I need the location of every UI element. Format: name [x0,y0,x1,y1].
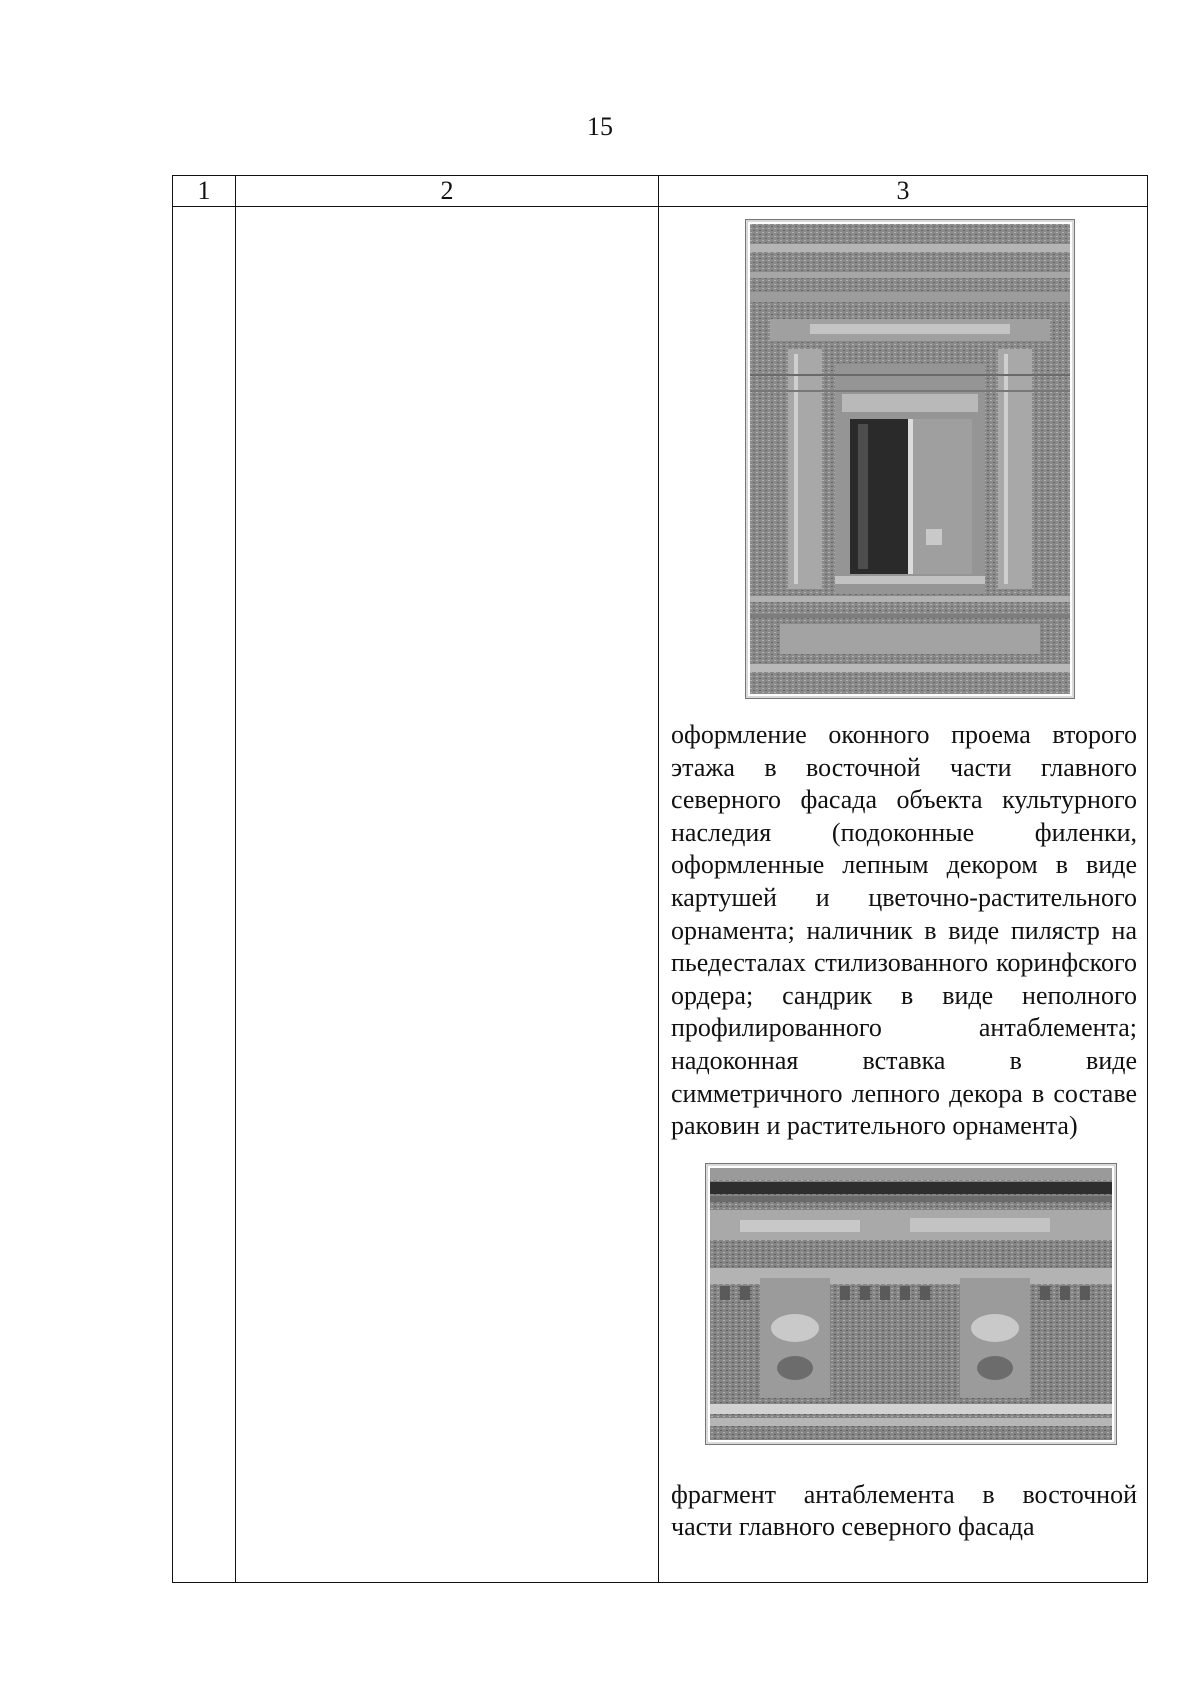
cell-col-2 [236,207,659,1583]
monument-description-table [172,175,1148,1583]
page-number: 15 [587,112,613,141]
table-header-row [173,176,1148,207]
cell-col-1 [173,207,236,1583]
header-col-1: 1 [173,176,236,207]
cell-col-3 [659,207,1148,1583]
entablature-fragment-photo [705,1163,1117,1445]
header-col-3: 3 [659,176,1148,207]
entablature-fragment-caption: фрагмент антаблемента в восточной части главного северного фасада [671,1479,1137,1542]
header-col-2: 2 [236,176,659,207]
table-row [173,207,1148,1583]
window-opening-photo [745,219,1075,699]
window-opening-caption: оформление оконного проема второго этажа в восточной части главного северного фасада объекта культурного наследия (подоконные филенки, оформленные лепным декором в виде картушей и цветочно-растительного орнамента; наличник в виде пилястр на пьедесталах стилизованного коринфского ордера; сандрик в виде неполного профилированного антаблемента; надоконная вставка в виде симметричного лепного декора в составе раковин и растительного орнамента) [671,720,1137,1141]
